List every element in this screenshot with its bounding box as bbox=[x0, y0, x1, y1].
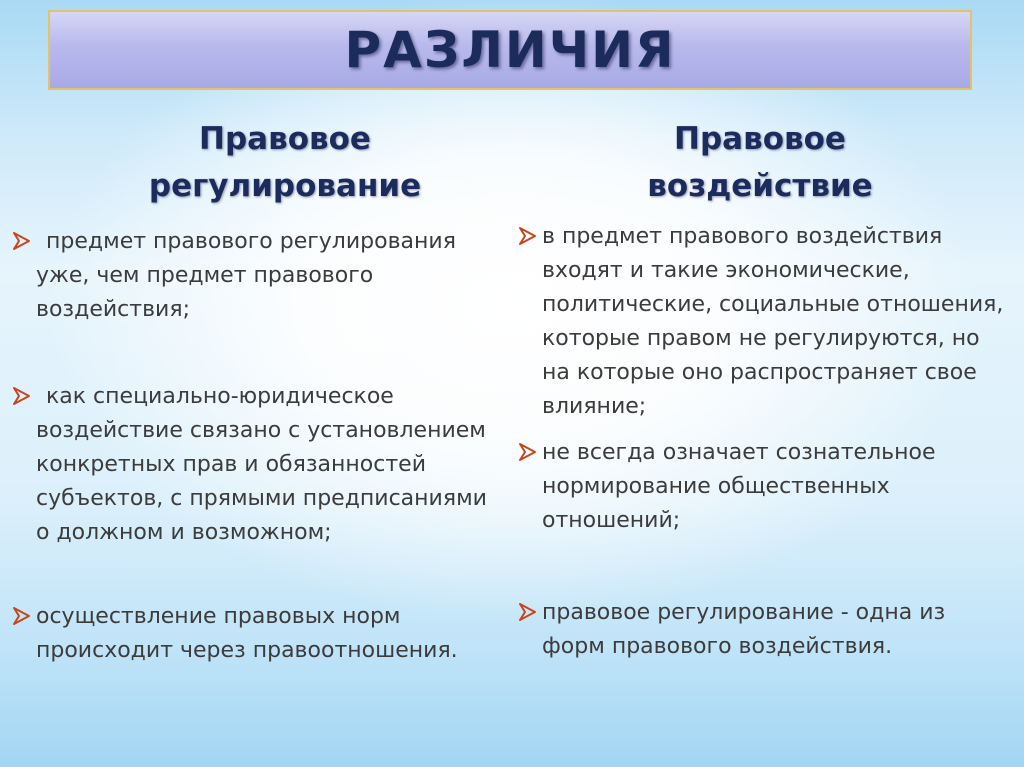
right-column-heading bbox=[575, 116, 945, 210]
right-list-item bbox=[518, 436, 1008, 538]
right-list-item bbox=[518, 596, 1008, 664]
right-item-text: правовое регулирование - одна из форм правового воздействия. bbox=[542, 600, 946, 659]
title-banner bbox=[48, 10, 972, 90]
left-list-item bbox=[12, 600, 502, 668]
arrow-bullet-icon bbox=[518, 226, 538, 246]
arrow-bullet-icon bbox=[518, 442, 538, 462]
left-list-item bbox=[12, 225, 502, 327]
arrow-bullet-icon bbox=[12, 606, 32, 626]
arrow-bullet-icon bbox=[12, 231, 32, 251]
slide-title: РАЗЛИЧИЯ bbox=[344, 21, 676, 79]
right-list-item bbox=[518, 220, 1008, 424]
left-item-text: осуществление правовых норм происходит через правоотношения. bbox=[36, 604, 458, 663]
left-item-text: как специально-юридическое воздействие связано с установлением конкретных прав и обязанностей субъектов, с прямыми предписаниями о должном и возможном; bbox=[36, 384, 487, 545]
right-heading-line2: воздействие bbox=[647, 168, 873, 204]
left-item-text: предмет правового регулирования уже, чем предмет правового воздействия; bbox=[36, 229, 456, 322]
left-list-item bbox=[12, 380, 502, 550]
left-heading-line2: регулирование bbox=[148, 168, 422, 204]
left-heading-line1: Правовое bbox=[199, 121, 371, 157]
arrow-bullet-icon bbox=[518, 602, 538, 622]
right-item-text: в предмет правового воздействия входят и такие экономические, политические, социальные отношения, которые правом не регулируются, но на которые оно распространяет свое влияние; bbox=[542, 224, 1004, 419]
right-item-text: не всегда означает сознательное нормирование общественных отношений; bbox=[542, 440, 936, 533]
left-column-heading bbox=[100, 116, 470, 210]
right-heading-line1: Правовое bbox=[674, 121, 846, 157]
arrow-bullet-icon bbox=[12, 386, 32, 406]
